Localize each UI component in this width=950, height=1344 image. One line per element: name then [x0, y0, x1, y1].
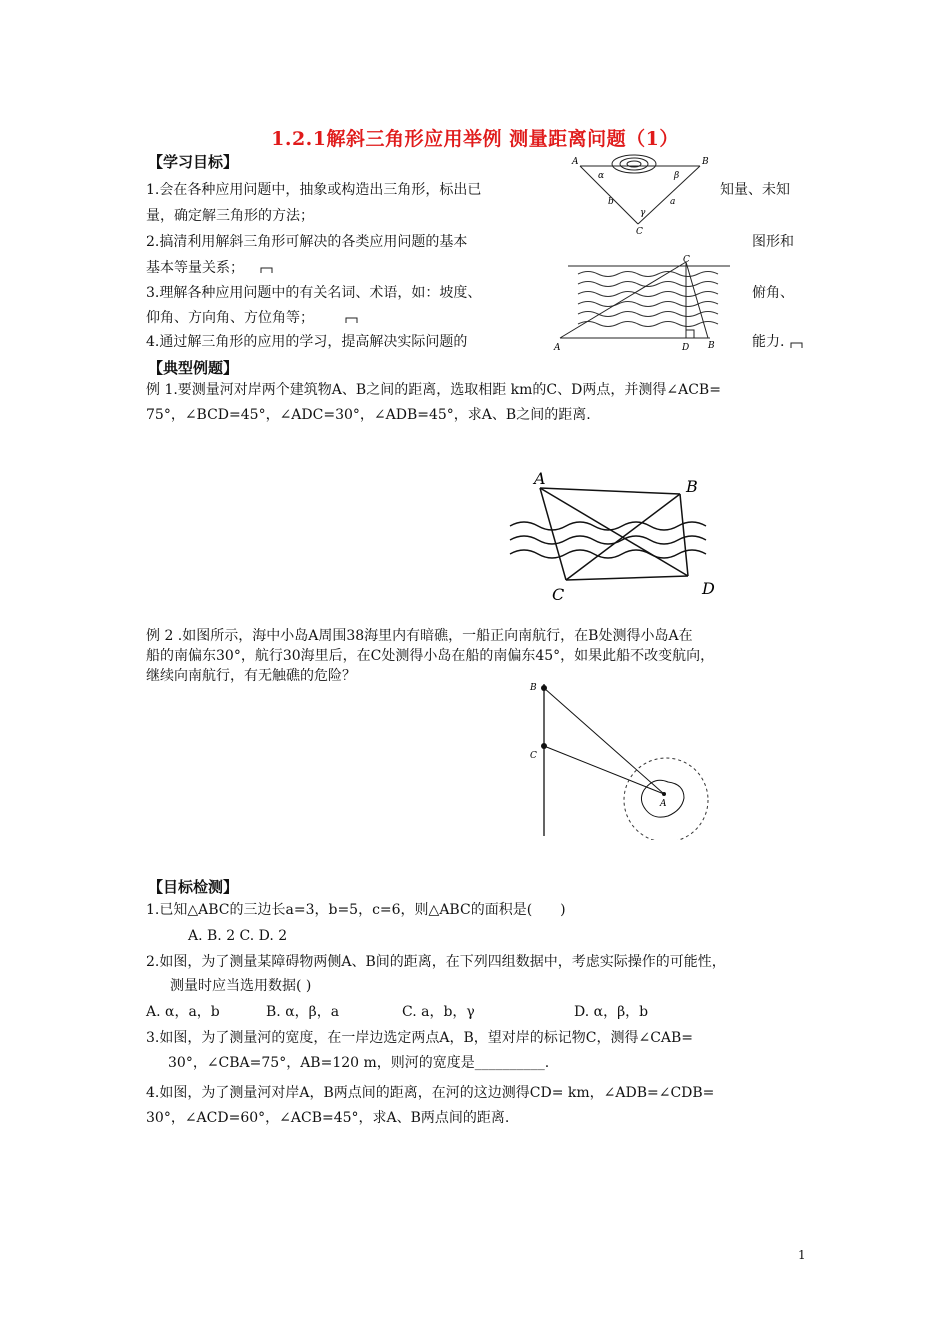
label-alpha: α [598, 171, 605, 181]
example1-line1: 例 1.要测量河对岸两个建筑物A、B之间的距离，选取相距 km的C、D两点，并测得∠ACB= [146, 382, 721, 398]
goal-2-cont: 基本等量关系； [146, 260, 244, 276]
triangle-island-figure [566, 152, 716, 238]
example2-figure [520, 676, 720, 840]
label-B: B [530, 683, 537, 693]
q1: 1.已知△ABC的三边长a=3，b=5，c=6，则△ABC的面积是( ) [146, 902, 566, 918]
example1-figure [500, 460, 730, 608]
check-header: 【目标检测】 [148, 878, 239, 896]
goal-2-left: 2.搞清利用解斜三角形可解决的各类应用问题的基本 [146, 234, 468, 250]
example2-line3: 继续向南航行，有无触礁的危险？ [146, 668, 356, 684]
example2-line2: 船的南偏东30°，航行30海里后，在C处测得小岛在船的南偏东45°，如果此船不改变航向， [146, 648, 715, 664]
examples-header: 【典型例题】 [148, 359, 239, 377]
q3-line1: 3.如图，为了测量河的宽度，在一岸边选定两点A，B，望对岸的标记物C，测得∠CAB= [146, 1030, 694, 1046]
label-D: D [702, 579, 715, 598]
label-A: A [554, 343, 561, 353]
q4-line2: 30°，∠ACD=60°，∠ACB=45°，求A、B两点间的距离. [146, 1110, 510, 1126]
goals-header: 【学习目标】 [148, 153, 239, 171]
label-beta: β [674, 171, 680, 181]
return-mark [345, 316, 359, 324]
label-D: D [682, 343, 690, 353]
label-A: A [534, 469, 546, 488]
return-mark [260, 266, 274, 274]
q2-option-a: A. α，a，b [146, 1004, 220, 1020]
goal-3-cont: 仰角、方向角、方位角等； [146, 310, 314, 326]
goal-3-right: 俯角、 [752, 285, 794, 301]
goal-1-left: 1.会在各种应用问题中，抽象或构造出三角形，标出已 [146, 182, 482, 198]
return-mark [790, 341, 804, 349]
label-C: C [552, 585, 565, 604]
label-A: A [660, 799, 667, 809]
goal-3-left: 3.理解各种应用问题中的有关名词、术语，如：坡度、 [146, 285, 482, 301]
q2-option-c: C. a，b，γ [402, 1004, 475, 1020]
goal-2-right: 图形和 [752, 234, 794, 250]
label-B: B [702, 157, 709, 167]
q2-line1: 2.如图，为了测量某障碍物两侧A、B间的距离，在下列四组数据中，考虑实际操作的可能性， [146, 954, 726, 970]
label-A: A [572, 157, 579, 167]
label-B: B [708, 341, 715, 351]
goal-4-left: 4.通过解三角形的应用的学习，提高解决实际问题的 [146, 334, 468, 350]
label-C: C [683, 255, 690, 265]
label-C: C [530, 751, 537, 761]
q3-line2: 30°，∠CBA=75°，AB=120 m，则河的宽度是__________. [168, 1055, 550, 1071]
goal-1-right: 知量、未知 [720, 182, 790, 198]
label-b: b [608, 197, 614, 207]
river-figure [550, 252, 736, 356]
q4-line1: 4.如图，为了测量河对岸A，B两点间的距离，在河的这边测得CD= km，∠ADB=∠CDB= [146, 1085, 715, 1101]
page-number: 1 [798, 1248, 806, 1262]
q2-line2: 测量时应当选用数据( ) [170, 978, 312, 994]
page-title: 1.2.1解斜三角形应用举例 测量距离问题（1） [271, 128, 679, 150]
goal-1-cont: 量，确定解三角形的方法； [146, 208, 314, 224]
example2-line1: 例 2 .如图所示，海中小岛A周围38海里内有暗礁，一船正向南航行，在B处测得小岛A在 [146, 628, 693, 644]
example1-line2: 75°，∠BCD=45°，∠ADC=30°，∠ADB=45°，求A、B之间的距离. [146, 407, 591, 423]
goal-4-right: 能力. [752, 334, 785, 350]
label-a: a [670, 197, 676, 207]
q1-options: A. B. 2 C. D. 2 [188, 928, 288, 944]
label-C: C [636, 227, 643, 237]
q2-option-b: B. α，β，a [266, 1004, 340, 1020]
label-gamma: γ [640, 208, 646, 218]
label-B: B [686, 477, 698, 496]
q2-option-d: D. α，β，b [574, 1004, 649, 1020]
